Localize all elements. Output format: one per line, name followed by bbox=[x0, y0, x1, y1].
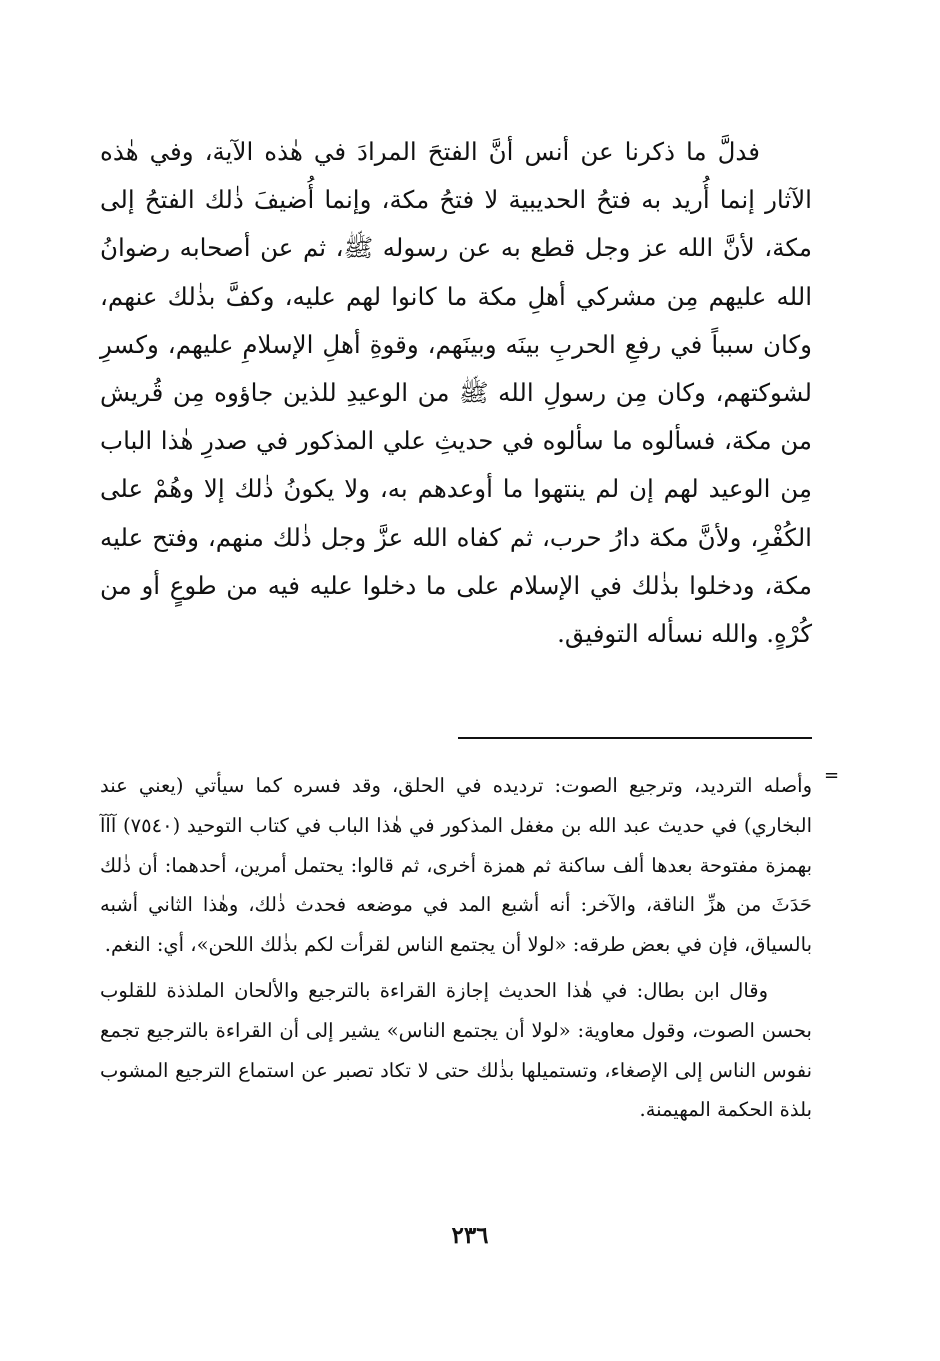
footnote-separator bbox=[458, 737, 812, 739]
footnote-paragraph: وقال ابن بطال: في هٰذا الحديث إجازة القراءة بالترجيع والألحان الملذذة للقلوب بحسن الصوت، وقول معاوية: «لولا أن يجتمع الناس» يشير إلى أن القراءة بالترجيع تجمع نفوس الناس إلى الإصغاء، وتستميلها بذٰلك حتى لا تكاد تصبر عن استماع الترجيع المشوب بلذة الحكمة المهيمنة. bbox=[100, 978, 812, 1122]
main-text-paragraph: فدلَّ ما ذكرنا عن أنس أنَّ الفتحَ المرادَ في هٰذه الآية، وفي هٰذه الآثار إنما أُريد به فتحُ الحديبية لا فتحُ مكة، وإنما أُضيفَ ذٰلك الفتحُ إلى مكة، لأنَّ الله عز وجل قطع به عن رسوله ﷺ، ثم عن أصحابه رضوانُ الله عليهم مِن مشركي أهلِ مكة ما كانوا لهم عليه، وكفَّ بذٰلك عنهم، وكان سبباً في رفعِ الحربِ بينَه وبينَهم، وقوةِ أهلِ الإسلامِ عليهم، وكسرِ لشوكتهم، وكان مِن رسولِ الله ﷺ من الوعيدِ للذين جاؤوه مِن قُريش من مكة، فسألوه ما سألوه في حديثِ علي المذكور في صدرِ هٰذا الباب مِن الوعيد لهم إن لم ينتهوا ما أوعدهم به، ولا يكونُ ذٰلك إلا وهُمْ على الكُفْرِ، ولأنَّ مكة دارُ حرب، ثم كفاه الله عزَّ وجل ذٰلك منهم، وفتح عليه مكة، ودخلوا بذٰلك في الإسلام على ما دخلوا عليه فيه من طوعٍ أو من كُرْهٍ. والله نسأله التوفيق. bbox=[100, 137, 812, 649]
footnote-continuation-mark: = bbox=[824, 765, 840, 786]
footnotes-section bbox=[100, 766, 812, 1130]
footnote-paragraph: وأصله الترديد، وترجيع الصوت: ترديده في الحلق، وقد فسره كما سيأتي (يعني عند البخاري) في حديث عبد الله بن مغفل المذكور في هٰذا الباب في كتاب التوحيد (٧٥٤٠) آآآ بهمزة مفتوحة بعدها ألف ساكنة ثم همزة أخرى، ثم قالوا: يحتمل أمرين، أحدهما: أن ذٰلك حَدَثَ من هزِّ الناقة، والآخر: أنه أشبع المد في موضعه فحدث ذٰلك، وهٰذا الثاني أشبه بالسياق، فإن في بعض طرقه: «لولا أن يجتمع الناس لقرأت لكم بذٰلك اللحن»، أي: النغم. bbox=[100, 774, 812, 957]
page-number: ٢٣٦ bbox=[451, 1222, 489, 1249]
